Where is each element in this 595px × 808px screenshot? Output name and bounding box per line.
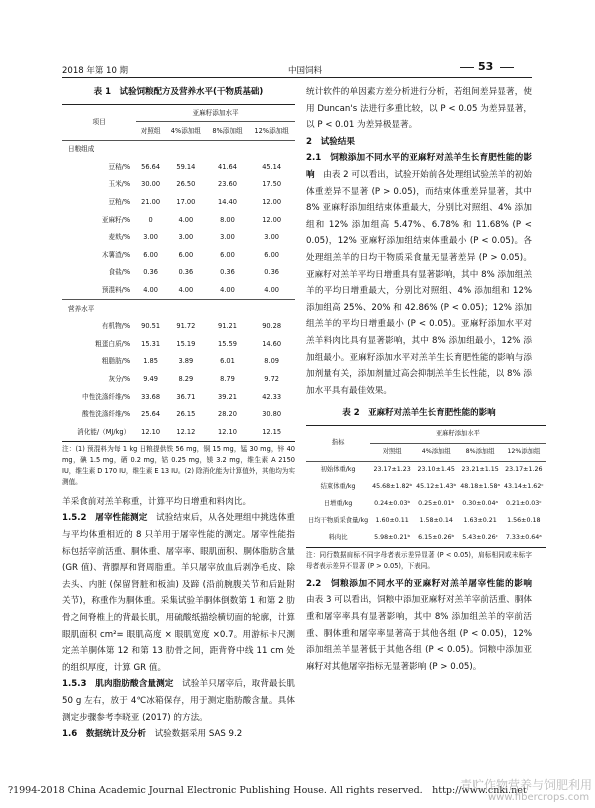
watermark-text: 青贮作物营养与饲肥利用 — [460, 778, 593, 792]
cell-value: 91.72 — [176, 322, 196, 331]
paragraph — [306, 84, 532, 134]
table2-col-header: 对照组 — [382, 448, 402, 456]
cell-value: 17.50 — [262, 180, 282, 189]
cell-value: 30.80 — [262, 410, 282, 419]
cell-value: 4.00 — [143, 286, 158, 295]
row-label: 日增重/kg — [323, 500, 353, 508]
cell-value: 33.68 — [141, 392, 161, 401]
row-label: 粗脂肪/% — [101, 357, 131, 366]
cell-value: 15.59 — [218, 339, 237, 348]
cell-value: 21.00 — [141, 198, 161, 207]
table1 — [62, 104, 295, 442]
table2-caption: 表 2 亚麻籽对羔羊生长育肥性能的影响 — [342, 408, 496, 419]
cell-value: 6.00 — [143, 250, 158, 259]
copyright-footer: ?1994-2018 China Academic Journal Electronic Publishing House. All rights reserved. http://www.cnki.net — [8, 785, 527, 796]
table-row — [62, 264, 295, 282]
cell-value: 12.00 — [262, 198, 282, 207]
table-row — [62, 353, 295, 371]
table-row — [62, 423, 295, 441]
table2-col-header: 8%添加组 — [465, 448, 495, 456]
cell-value: 3.00 — [143, 233, 158, 242]
paragraph — [62, 494, 295, 511]
page-number: 53 — [478, 60, 494, 73]
table1-col-header: 对照组 — [140, 126, 161, 135]
table-row — [306, 479, 546, 496]
table1-col-header: 8%添加组 — [212, 126, 243, 135]
cell-value: 45.68±1.82ᵇ — [372, 483, 413, 491]
cell-value: 4.00 — [178, 215, 194, 224]
paragraph-text: 2 试验结果 — [306, 136, 355, 147]
cell-value: 23.10±1.45 — [417, 466, 455, 474]
table-row — [62, 406, 295, 424]
row-label: 有机物/% — [101, 322, 131, 331]
paragraph — [306, 576, 541, 676]
cell-value: 14.40 — [218, 198, 237, 207]
cell-value: 6.15±0.26ᵇ — [418, 534, 455, 542]
paragraph — [62, 726, 295, 743]
cell-value: 42.33 — [262, 392, 282, 401]
subsection-heading: 2.2 饲粮添加不同水平的亚麻籽对羔羊屠宰性能的影响 — [306, 578, 541, 589]
table2-col-item: 指标 — [306, 425, 370, 461]
cell-value: 48.18±1.58ᵃ — [460, 483, 500, 491]
table-row — [306, 530, 546, 548]
cell-value: 0.36 — [220, 268, 235, 277]
cell-value: 91.21 — [218, 322, 237, 331]
paragraph-text: 统计软件的单因素方差分析进行分析，若组间差异显著，使用 Duncan's 法进行多重比较，以 P < 0.05 为差异显著，以 P < 0.01 为差异极显著。 — [306, 87, 532, 131]
table-section-label: 日粮组成 — [68, 145, 95, 154]
table-row — [306, 461, 546, 479]
table2-col-header: 4%添加组 — [421, 448, 451, 456]
cell-value: 3.00 — [220, 233, 235, 242]
cell-value: 23.17±1.23 — [373, 466, 411, 474]
table-row — [306, 496, 546, 513]
cell-value: 28.20 — [218, 410, 237, 419]
table-row — [62, 246, 295, 264]
table-row — [62, 229, 295, 247]
table-row — [62, 318, 295, 336]
section-heading — [306, 134, 532, 151]
table-row — [62, 282, 295, 300]
table-row — [62, 211, 295, 229]
cell-value: 90.51 — [141, 322, 161, 331]
row-label: 灰分/% — [108, 375, 131, 383]
cell-value: 12.10 — [141, 427, 161, 436]
row-label: 中性洗涤纤维/% — [82, 392, 131, 401]
cell-value: 8.29 — [178, 375, 194, 383]
row-label: 初始体重/kg — [320, 466, 356, 474]
cell-value: 36.71 — [176, 392, 196, 401]
issue-label: 2018 年第 10 期 — [62, 66, 129, 76]
cell-value: 0.25±0.01ᵇ — [418, 500, 455, 508]
cell-value: 3.00 — [264, 233, 279, 242]
table1-col-item: 项目 — [62, 104, 136, 140]
cell-value: 23.60 — [218, 180, 237, 189]
table-section-row — [62, 140, 295, 158]
paragraph-text: 由表 2 可以看出，试验开始前各处理组试验羔羊的初始体重差异不显著 (P > 0.05)，而结束体重差异显著，其中 8% 亚麻籽添加组结束体重最大，分别比对照组、4% 添加组和 12% 添加组高 5.47%、6.78% 和 11.68% (P < 0.05)，12% 亚麻籽添加组结束体重最小 (P < 0.05)。各处理组羔羊的日均干物质采食量无显著差异 (P > 0.05)。亚麻籽对羔羊平均日增重具有显著影响，其中 8% 添加组羔羊的平均日增重最大，分别比对照组、4% 添加组和 12% 添加组高 25%、20% 和 42.86% (P < 0.05)；12% 添加组羔羊的平均日增重最小 (P < 0.05)。亚麻籽添加水平对羔羊料肉比具有显著影响，其中 8% 添加组最小，12% 添加组最小。亚麻籽添加水平对羔羊生长育肥性能的影响与添加剂量有关，添加剂量过高会抑制羔羊生长性能，以 8% 添加水平具有最佳效果。 — [306, 169, 532, 396]
paragraph — [306, 150, 532, 399]
row-label: 酸性洗涤纤维/% — [82, 410, 131, 419]
cell-value: 6.01 — [220, 357, 235, 366]
row-label: 消化能/（MJ/kg） — [77, 427, 131, 436]
row-label: 亚麻籽/% — [101, 215, 131, 224]
cell-value: 1.56±0.18 — [507, 517, 541, 525]
table-row — [62, 335, 295, 353]
cell-value: 12.12 — [176, 427, 196, 436]
cell-value: 4.00 — [264, 286, 279, 295]
cell-value: 0.24±0.03ᵇ — [374, 500, 411, 508]
cell-value: 3.00 — [178, 233, 194, 242]
subsection-heading: 1.6 数据统计及分析 — [62, 729, 155, 740]
journal-name: 中国饲料 — [288, 66, 323, 76]
cell-value: 26.50 — [176, 180, 196, 189]
page-dash-right — [500, 67, 514, 68]
cell-value: 1.85 — [143, 357, 158, 366]
cell-value: 0.21±0.03ᶜ — [506, 500, 542, 508]
table-row — [306, 513, 546, 530]
table-row — [62, 371, 295, 389]
cell-value: 45.14 — [262, 162, 282, 171]
cell-value: 14.60 — [262, 339, 282, 348]
table-row — [62, 176, 295, 194]
paragraph — [62, 510, 295, 676]
cell-value: 8.09 — [264, 357, 279, 366]
cell-value: 43.14±1.62ᶜ — [504, 483, 544, 491]
right-column — [306, 84, 544, 675]
cell-value: 5.98±0.21ᵇ — [374, 534, 411, 542]
cell-value: 0.30±0.04ᵃ — [462, 500, 498, 508]
table2-col-header: 12%添加组 — [507, 448, 541, 456]
subsection-heading: 1.5.3 肌肉脂肪酸含量测定 — [62, 679, 183, 690]
row-label: 玉米/% — [108, 180, 131, 189]
header-rule — [62, 77, 532, 78]
cell-value: 1.63±0.21 — [463, 517, 497, 525]
cell-value: 9.72 — [264, 375, 279, 383]
table2 — [306, 425, 546, 548]
cell-value: 0.36 — [143, 268, 158, 277]
cell-value: 30.00 — [141, 180, 161, 189]
cell-value: 6.00 — [178, 250, 194, 259]
cell-value: 23.21±1.15 — [461, 466, 499, 474]
row-label: 豆秸/% — [108, 162, 131, 171]
row-label: 料肉比 — [328, 534, 348, 542]
cell-value: 12.15 — [262, 427, 282, 436]
cell-value: 5.43±0.26ᶜ — [462, 534, 498, 542]
cell-value: 7.33±0.64ᵃ — [505, 534, 542, 542]
table-section-label: 营养水平 — [68, 304, 95, 313]
cell-value: 12.00 — [262, 215, 282, 224]
row-label: 日均干物质采食量/kg — [308, 517, 369, 525]
cell-value: 1.58±0.14 — [419, 517, 453, 525]
subsection-heading: 1.5.2 屠宰性能测定 — [62, 513, 157, 524]
paragraph — [62, 676, 295, 726]
paragraph-text: 试验结束后，从各处理组中挑选体重与平均体重相近的 8 只羊用于屠宰性能的测定。屠宰性能指标包括宰前活重、胴体重、屠宰率、眼肌面积、胴体脂肪含量 (GR 值)、背膘厚和肾周脂重。羊只屠宰放血后剥净毛皮、除去头、内脏 (保留肾脏和板油) 及蹄 (沿前腕腹关节和后趾附关节)，称重作为胴体重。采集试验羊胴体倒数第 1 和第 2 肋骨之间脊椎上的背最长肌，用硫酸纸描绘横切面的轮廓，计算眼肌面积 cm²= 眼肌高度 × 眼肌宽度 ×0.7。用游标卡尺测定羔羊胴体第 12 和第 13 肋骨之间，距背脊中线 11 cm 处的组织厚度，计算 GR 值。 — [62, 513, 295, 673]
cell-value: 39.21 — [218, 392, 237, 401]
paragraph-text: 试验羊只屠宰后，取背最长肌 50 g 左右，放于 4℃冰箱保存，用于测定脂肪酸含量。具体测定步骤参考李晓亚 (2017) 的方法。 — [62, 679, 295, 723]
cell-value: 25.64 — [141, 410, 161, 419]
subsection-heading: 2.1 饲粮添加不同水平的亚麻籽对羔羊生长育肥性能的影响 — [306, 153, 532, 180]
table1-col-header: 4%添加组 — [170, 126, 201, 135]
cell-value: 4.00 — [178, 286, 194, 295]
table-row — [62, 388, 295, 406]
table1-col-header: 12%添加组 — [254, 126, 289, 135]
cell-value: 0.36 — [178, 268, 194, 277]
table-row — [62, 158, 295, 176]
cell-value: 0 — [148, 215, 153, 224]
cell-value: 15.31 — [141, 339, 161, 348]
left-column — [62, 84, 295, 743]
row-label: 粗蛋白质/% — [95, 339, 131, 348]
cell-value: 15.19 — [176, 339, 196, 348]
cell-value: 56.64 — [141, 162, 161, 171]
cell-value: 26.15 — [176, 410, 196, 419]
cell-value: 90.28 — [262, 322, 282, 331]
cell-value: 4.00 — [220, 286, 235, 295]
table-section-row — [62, 300, 295, 318]
row-label: 预混料/% — [101, 286, 131, 295]
paragraph-text: 试验数据采用 SAS 9.2 — [154, 729, 243, 740]
table-row — [62, 194, 295, 212]
table1-col-group: 亚麻籽添加水平 — [192, 108, 239, 117]
table2-col-group: 亚麻籽添加水平 — [435, 430, 480, 438]
cell-value: 1.60±0.11 — [375, 517, 409, 525]
cell-value: 23.17±1.26 — [505, 466, 543, 474]
row-label: 豆粕/% — [108, 198, 131, 207]
cell-value: 59.14 — [176, 162, 196, 171]
cell-value: 0.36 — [264, 268, 279, 277]
cell-value: 9.49 — [143, 375, 158, 383]
page-dash-left — [460, 67, 474, 68]
cell-value: 8.79 — [220, 375, 235, 383]
cell-value: 17.00 — [176, 198, 196, 207]
cell-value: 8.00 — [220, 215, 235, 224]
cell-value: 3.89 — [178, 357, 194, 366]
cell-value: 45.12±1.43ᵇ — [416, 483, 457, 491]
table2-note: 注：同行数据肩标不同字母者表示差异显著 (P < 0.05)，肩标相同或未标字母者表示差异不显著 (P > 0.05)，下表同。 — [306, 550, 532, 570]
row-label: 麦麸/% — [108, 233, 131, 242]
row-label: 食盐/% — [108, 268, 131, 277]
row-label: 木薯渣/% — [101, 250, 131, 259]
table1-caption: 表 1 试验饲粮配方及营养水平(干物质基础) — [93, 87, 264, 97]
row-label: 结束体重/kg — [320, 483, 356, 491]
paragraph-text: 羊采食前对羔羊称重，计算平均日增重和料肉比。 — [62, 496, 252, 507]
cell-value: 41.64 — [218, 162, 237, 171]
paragraph-text: 由表 3 可以看出，饲粮中添加亚麻籽对羔羊宰前活重、胴体重和屠宰率具有显著影响，其中 8% 添加组羔羊的宰前活重、胴体重和屠宰率显著高于其他各组 (P < 0.05)，12% 添加组羔羊显著低于其他各组 (P < 0.05)。饲粮中添加亚麻籽对其他屠宰指标无显著影响 (P > 0.05)。 — [306, 595, 532, 672]
cell-value: 12.10 — [218, 427, 237, 436]
cell-value: 6.00 — [220, 250, 235, 259]
watermark-url: www.fibercrops.com — [488, 792, 590, 803]
table1-note: 注：(1) 预混料为每 1 kg 日粮提供铁 56 mg，铜 15 mg，锰 30 mg，锌 40 mg，碘 1.5 mg，硒 0.2 mg，钴 0.25 mg，镁 3.2 mg，维生素 A 2150 IU，维生素 D 170 IU，维生素 E 13 IU。(2) 除消化能为计算值外，其他均为实测值。 — [62, 444, 295, 486]
cell-value: 6.00 — [264, 250, 279, 259]
